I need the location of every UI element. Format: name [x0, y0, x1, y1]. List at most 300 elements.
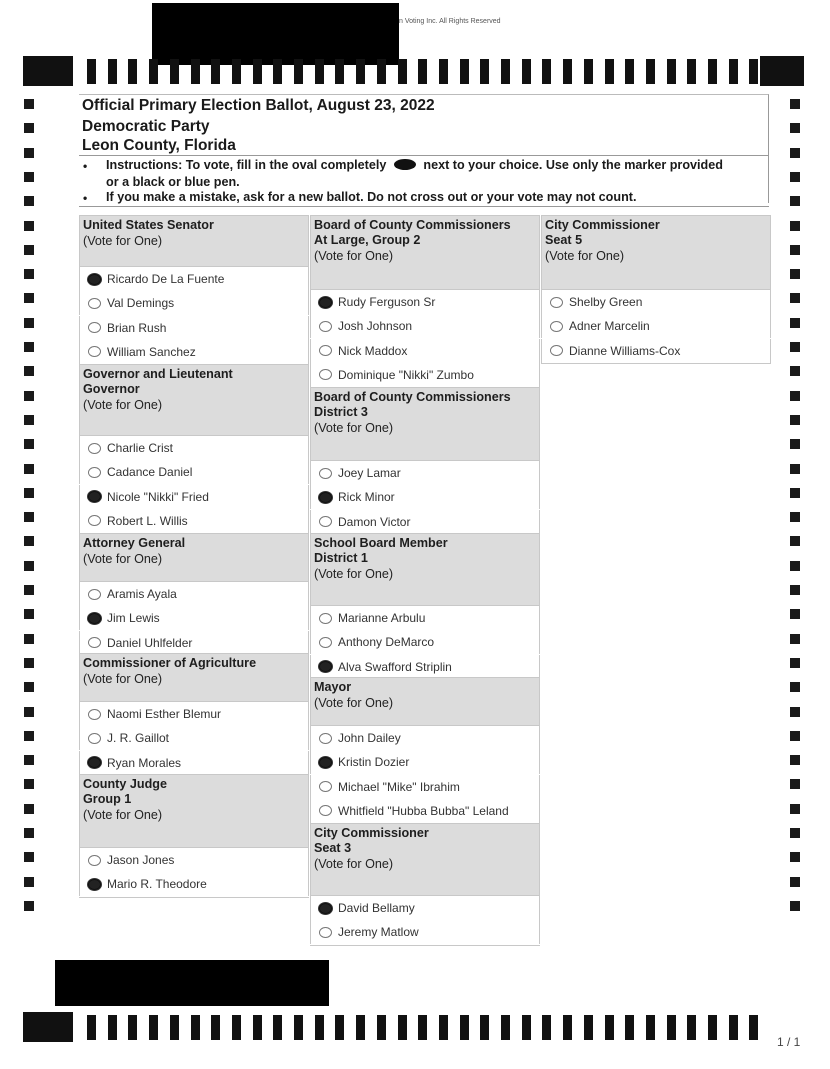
side-mark — [790, 901, 800, 911]
column-bottom-border — [79, 897, 309, 898]
filled-oval-icon[interactable] — [88, 491, 101, 502]
side-mark — [24, 439, 34, 449]
side-mark — [24, 877, 34, 887]
side-mark — [790, 609, 800, 619]
side-mark — [24, 464, 34, 474]
side-mark — [790, 488, 800, 498]
timing-bar — [667, 1015, 676, 1040]
candidate-name: David Bellamy — [338, 901, 415, 915]
timing-bar — [149, 1015, 158, 1040]
timing-bar — [87, 59, 96, 84]
candidate-row[interactable] — [79, 460, 309, 484]
candidate-name: Charlie Crist — [107, 441, 174, 455]
timing-bar — [315, 59, 324, 84]
side-mark — [24, 901, 34, 911]
candidate-name: Kristin Dozier — [338, 755, 410, 770]
filled-oval-icon[interactable] — [319, 297, 332, 308]
candidate-row[interactable] — [310, 630, 540, 654]
candidate-row[interactable] — [310, 896, 540, 920]
filled-oval-icon[interactable] — [319, 661, 332, 672]
bullet-2: • — [83, 191, 88, 205]
side-mark — [24, 342, 34, 352]
race-header-us-senator — [79, 215, 309, 267]
candidate-name: Nick Maddox — [338, 343, 408, 358]
side-mark — [24, 366, 34, 376]
side-mark — [790, 245, 800, 255]
race-header-bocc-at-large — [310, 215, 540, 290]
timing-bar — [273, 1015, 282, 1040]
side-mark — [24, 755, 34, 765]
column-bottom-border — [310, 945, 540, 946]
side-mark — [790, 269, 800, 279]
side-mark — [790, 804, 800, 814]
candidate-name: Naomi Esther Blemur — [107, 707, 222, 721]
candidate-name: Mario R. Theodore — [107, 877, 207, 892]
candidate-row[interactable] — [541, 314, 771, 338]
empty-oval-icon[interactable] — [550, 345, 563, 356]
side-mark — [790, 779, 800, 789]
instructions-line-3: If you make a mistake, ask for a new ballot. Do not cross out or your vote may not count. — [106, 190, 637, 204]
filled-oval-icon[interactable] — [88, 879, 101, 890]
empty-oval-icon[interactable] — [319, 516, 332, 527]
side-mark — [790, 99, 800, 109]
candidate-name: Ryan Morales — [107, 755, 182, 770]
side-mark — [790, 464, 800, 474]
instructions-line-1 — [106, 158, 723, 173]
candidate-row[interactable] — [310, 606, 540, 630]
timing-bar — [605, 59, 614, 84]
candidate-name: Joey Lamar — [338, 466, 401, 480]
empty-oval-icon[interactable] — [88, 443, 101, 454]
candidate-row[interactable] — [310, 775, 540, 799]
side-mark — [790, 196, 800, 206]
candidate-name: Dianne Williams-Cox — [569, 343, 681, 358]
side-mark — [24, 804, 34, 814]
county-name: Leon County, Florida — [82, 137, 236, 154]
party-name: Democratic Party — [82, 118, 210, 135]
vote-for-one: (Vote for One) — [83, 398, 163, 412]
timing-bar — [584, 59, 593, 84]
candidate-row[interactable] — [310, 799, 540, 823]
empty-oval-icon[interactable] — [550, 297, 563, 308]
side-mark — [790, 512, 800, 522]
race-title: School Board Member — [314, 536, 448, 550]
instructions-text-1b: next to your choice. Use only the marker provided — [423, 158, 723, 172]
side-mark — [24, 585, 34, 595]
side-marks-left — [0, 0, 60, 1069]
candidate-name: Shelby Green — [569, 295, 643, 309]
timing-bar — [439, 1015, 448, 1040]
race-header-bocc-district3 — [310, 387, 540, 461]
race-title: City Commissioner — [545, 218, 660, 232]
empty-oval-icon[interactable] — [319, 733, 332, 744]
side-mark — [24, 682, 34, 692]
side-mark — [790, 391, 800, 401]
side-mark — [24, 99, 34, 109]
race-title: City Commissioner — [314, 826, 429, 840]
race-title: United States Senator — [83, 218, 214, 232]
timing-bar — [439, 59, 448, 84]
side-mark — [24, 707, 34, 717]
timing-bar — [128, 59, 137, 84]
timing-bar — [191, 59, 200, 84]
side-mark — [24, 512, 34, 522]
timing-bar — [625, 1015, 634, 1040]
race-header-agriculture — [79, 653, 309, 702]
side-mark — [790, 366, 800, 376]
empty-oval-icon[interactable] — [88, 855, 101, 866]
candidate-row[interactable] — [79, 485, 309, 509]
header-divider — [79, 155, 769, 156]
candidate-row[interactable] — [79, 606, 309, 630]
candidate-row[interactable] — [79, 702, 309, 726]
timing-bar — [128, 1015, 137, 1040]
candidate-name: Anthony DeMarco — [338, 635, 435, 650]
empty-oval-icon[interactable] — [319, 927, 332, 938]
candidate-row[interactable] — [310, 750, 540, 774]
timing-bar — [708, 59, 717, 84]
candidate-name: Josh Johnson — [338, 319, 413, 334]
side-mark — [790, 148, 800, 158]
candidate-row[interactable] — [310, 363, 540, 387]
candidate-row[interactable] — [310, 339, 540, 363]
timing-bar — [729, 59, 738, 84]
side-mark — [24, 148, 34, 158]
side-mark — [790, 828, 800, 838]
timing-marks-bottom — [0, 1012, 830, 1052]
filled-oval-icon[interactable] — [88, 274, 101, 285]
side-mark — [24, 828, 34, 838]
instructions-divider — [79, 206, 769, 207]
timing-bar — [232, 1015, 241, 1040]
empty-oval-icon[interactable] — [88, 733, 101, 744]
race-title: County Judge — [83, 777, 167, 791]
filled-oval-icon[interactable] — [88, 613, 101, 624]
timing-bar — [460, 1015, 469, 1040]
empty-oval-icon[interactable] — [88, 346, 101, 357]
side-mark — [24, 561, 34, 571]
side-mark — [790, 123, 800, 133]
side-mark — [24, 658, 34, 668]
empty-oval-icon[interactable] — [319, 321, 332, 332]
empty-oval-icon[interactable] — [88, 709, 101, 720]
race-title: Mayor — [314, 680, 352, 694]
side-mark — [790, 682, 800, 692]
timing-bar — [480, 59, 489, 84]
race-header-school-board — [310, 533, 540, 606]
timing-bar — [87, 1015, 96, 1040]
side-mark — [24, 269, 34, 279]
timing-marks-top — [0, 56, 830, 96]
instructions-text-1a: Instructions: To vote, fill in the oval completely — [106, 158, 387, 172]
candidate-name: J. R. Gaillot — [107, 731, 170, 746]
timing-bar — [584, 1015, 593, 1040]
timing-bar — [253, 1015, 262, 1040]
candidate-name: Ricardo De La Fuente — [107, 272, 225, 286]
empty-oval-icon[interactable] — [88, 589, 101, 600]
side-mark — [790, 172, 800, 182]
empty-oval-icon[interactable] — [319, 613, 332, 624]
side-mark — [790, 561, 800, 571]
side-mark — [790, 658, 800, 668]
race-subtitle: Seat 5 — [545, 233, 583, 247]
candidate-name: John Dailey — [338, 731, 401, 745]
empty-oval-icon[interactable] — [88, 637, 101, 648]
timing-bar — [335, 1015, 344, 1040]
timing-bar — [480, 1015, 489, 1040]
race-subtitle: Seat 3 — [314, 841, 352, 855]
race-title: Board of County Commissioners — [314, 390, 511, 404]
candidate-row[interactable] — [79, 631, 309, 655]
side-mark — [24, 536, 34, 546]
filled-oval-icon[interactable] — [88, 757, 101, 768]
candidate-name: Jim Lewis — [107, 611, 160, 626]
candidate-row[interactable] — [79, 726, 309, 750]
timing-bar — [294, 1015, 303, 1040]
timing-bar — [729, 1015, 738, 1040]
candidate-row[interactable] — [310, 290, 540, 314]
filled-oval-icon[interactable] — [319, 492, 332, 503]
empty-oval-icon[interactable] — [319, 369, 332, 380]
side-mark — [24, 293, 34, 303]
empty-oval-icon[interactable] — [319, 781, 332, 792]
candidate-name: Rudy Ferguson Sr — [338, 295, 436, 309]
timing-bar — [232, 59, 241, 84]
timing-bar — [211, 1015, 220, 1040]
side-mark — [790, 221, 800, 231]
vote-for-one: (Vote for One) — [314, 857, 394, 871]
side-mark — [24, 123, 34, 133]
vote-for-one: (Vote for One) — [83, 672, 163, 686]
side-mark — [790, 634, 800, 644]
timing-bar — [149, 59, 158, 84]
empty-oval-icon[interactable] — [88, 467, 101, 478]
race-header-mayor — [310, 677, 540, 726]
ballot-title: Official Primary Election Ballot, August 23, 2022 — [82, 97, 435, 114]
side-mark — [24, 391, 34, 401]
race-subtitle: At Large, Group 2 — [314, 233, 421, 247]
race-title: Attorney General — [83, 536, 186, 550]
timing-bar — [708, 1015, 717, 1040]
candidate-name: Brian Rush — [107, 320, 167, 335]
vote-for-one: (Vote for One) — [545, 249, 625, 263]
candidate-name: Michael "Mike" Ibrahim — [338, 779, 460, 794]
candidate-name: Adner Marcelin — [569, 319, 650, 334]
side-mark — [790, 707, 800, 717]
side-mark — [24, 172, 34, 182]
timing-bar — [377, 1015, 386, 1040]
candidate-row[interactable] — [310, 314, 540, 338]
race-title: Governor and Lieutenant — [83, 367, 233, 381]
vote-for-one: (Vote for One) — [314, 567, 394, 581]
timing-bar — [522, 1015, 531, 1040]
timing-bar — [522, 59, 531, 84]
timing-bar — [170, 1015, 179, 1040]
candidate-row[interactable] — [79, 340, 309, 364]
empty-oval-icon[interactable] — [88, 298, 101, 309]
candidate-row[interactable] — [79, 582, 309, 606]
timing-bar — [170, 59, 179, 84]
candidate-name: Robert L. Willis — [107, 513, 188, 528]
side-mark — [790, 731, 800, 741]
candidate-name: Nicole "Nikki" Fried — [107, 489, 209, 504]
candidate-row[interactable] — [541, 290, 771, 314]
candidate-row[interactable] — [79, 436, 309, 460]
side-mark — [24, 634, 34, 644]
timing-bar — [563, 59, 572, 84]
empty-oval-icon[interactable] — [88, 515, 101, 526]
timing-bar — [335, 59, 344, 84]
candidate-row[interactable] — [310, 485, 540, 509]
candidate-row[interactable] — [79, 316, 309, 340]
timing-bar — [542, 1015, 551, 1040]
candidate-name: Dominique "Nikki" Zumbo — [338, 367, 474, 382]
timing-bar — [687, 1015, 696, 1040]
timing-bar — [749, 1015, 758, 1040]
timing-bar — [646, 1015, 655, 1040]
side-mark — [24, 245, 34, 255]
candidate-row[interactable] — [310, 920, 540, 944]
side-mark — [24, 221, 34, 231]
vote-for-one: (Vote for One) — [314, 421, 394, 435]
column-bottom-border — [541, 363, 771, 364]
timing-bar — [605, 1015, 614, 1040]
candidate-row[interactable] — [79, 848, 309, 872]
race-subtitle: District 1 — [314, 551, 368, 565]
instructions-line-2: or a black or blue pen. — [106, 175, 240, 189]
vote-for-one: (Vote for One) — [83, 808, 163, 822]
candidate-name: Daniel Uhlfelder — [107, 635, 193, 650]
empty-oval-icon[interactable] — [319, 637, 332, 648]
side-mark — [790, 852, 800, 862]
page-number: 1 / 1 — [777, 1035, 801, 1049]
candidate-name: William Sanchez — [107, 344, 196, 359]
candidate-row[interactable] — [79, 751, 309, 775]
race-header-city-comm-seat3 — [310, 823, 540, 896]
candidate-name: Jason Jones — [107, 853, 175, 867]
side-marks-right — [770, 0, 830, 1069]
race-header-attorney-general — [79, 533, 309, 582]
candidate-row[interactable] — [79, 872, 309, 896]
side-mark — [24, 779, 34, 789]
timing-bar — [377, 59, 386, 84]
timing-bar — [253, 59, 262, 84]
candidate-name: Marianne Arbulu — [338, 611, 426, 625]
candidate-name: Jeremy Matlow — [338, 925, 419, 940]
timing-bar — [460, 59, 469, 84]
side-mark — [790, 536, 800, 546]
race-header-governor — [79, 364, 309, 436]
side-mark — [24, 488, 34, 498]
side-mark — [790, 318, 800, 328]
side-mark — [24, 852, 34, 862]
timing-bar — [191, 1015, 200, 1040]
side-mark — [790, 293, 800, 303]
filled-oval-icon[interactable] — [319, 757, 332, 768]
vote-for-one: (Vote for One) — [314, 249, 394, 263]
side-mark — [790, 877, 800, 887]
side-mark — [790, 585, 800, 595]
timing-bar — [398, 1015, 407, 1040]
candidate-name: Aramis Ayala — [107, 587, 177, 601]
vote-for-one: (Vote for One) — [314, 696, 394, 710]
vote-for-one: (Vote for One) — [83, 234, 163, 248]
timing-bar — [398, 59, 407, 84]
candidate-row[interactable] — [79, 509, 309, 533]
candidate-name: Alva Swafford Striplin — [338, 659, 452, 674]
timing-bar — [211, 59, 220, 84]
bullet-1: • — [83, 159, 88, 173]
candidate-name: Val Demings — [107, 296, 175, 311]
timing-bar — [542, 59, 551, 84]
timing-bar — [667, 59, 676, 84]
side-mark — [790, 755, 800, 765]
filled-oval-icon[interactable] — [319, 903, 332, 914]
timing-bar — [646, 59, 655, 84]
redaction-bottom — [55, 960, 329, 1006]
side-mark — [790, 439, 800, 449]
side-mark — [24, 415, 34, 425]
side-mark — [24, 196, 34, 206]
timing-bar — [315, 1015, 324, 1040]
race-subtitle: Governor — [83, 382, 140, 396]
timing-bar — [501, 1015, 510, 1040]
timing-bar — [563, 1015, 572, 1040]
empty-oval-icon[interactable] — [88, 322, 101, 333]
candidate-row[interactable] — [310, 655, 540, 679]
timing-bar — [625, 59, 634, 84]
candidate-name: Rick Minor — [338, 490, 395, 505]
timing-bar — [294, 59, 303, 84]
timing-bar — [418, 59, 427, 84]
candidate-row[interactable] — [541, 339, 771, 363]
timing-bar — [501, 59, 510, 84]
empty-oval-icon[interactable] — [319, 468, 332, 479]
timing-bar — [749, 59, 758, 84]
side-mark — [24, 318, 34, 328]
timing-bar — [108, 59, 117, 84]
empty-oval-icon[interactable] — [550, 321, 563, 332]
race-title: Board of County Commissioners — [314, 218, 511, 232]
timing-bar — [687, 59, 696, 84]
candidate-row[interactable] — [310, 461, 540, 485]
candidate-name: Cadance Daniel — [107, 465, 193, 480]
candidate-name: Whitfield "Hubba Bubba" Leland — [338, 803, 509, 818]
side-mark — [24, 609, 34, 619]
race-subtitle: Group 1 — [83, 792, 132, 806]
race-header-city-comm-seat5 — [541, 215, 771, 290]
vote-for-one: (Vote for One) — [83, 552, 163, 566]
filled-oval-icon — [394, 159, 416, 170]
empty-oval-icon[interactable] — [319, 345, 332, 356]
side-mark — [24, 731, 34, 741]
timing-bar — [356, 59, 365, 84]
race-subtitle: District 3 — [314, 405, 368, 419]
candidate-row[interactable] — [79, 291, 309, 315]
empty-oval-icon[interactable] — [319, 805, 332, 816]
candidate-row[interactable] — [79, 267, 309, 291]
candidate-row[interactable] — [310, 726, 540, 750]
timing-bar — [418, 1015, 427, 1040]
candidate-row[interactable] — [310, 510, 540, 534]
side-mark — [790, 415, 800, 425]
race-title: Commissioner of Agriculture — [83, 656, 257, 670]
side-mark — [790, 342, 800, 352]
timing-bar — [273, 59, 282, 84]
timing-bar — [108, 1015, 117, 1040]
copyright-notice: n Voting Inc. All Rights Reserved — [399, 18, 501, 25]
candidate-name: Damon Victor — [338, 514, 411, 529]
